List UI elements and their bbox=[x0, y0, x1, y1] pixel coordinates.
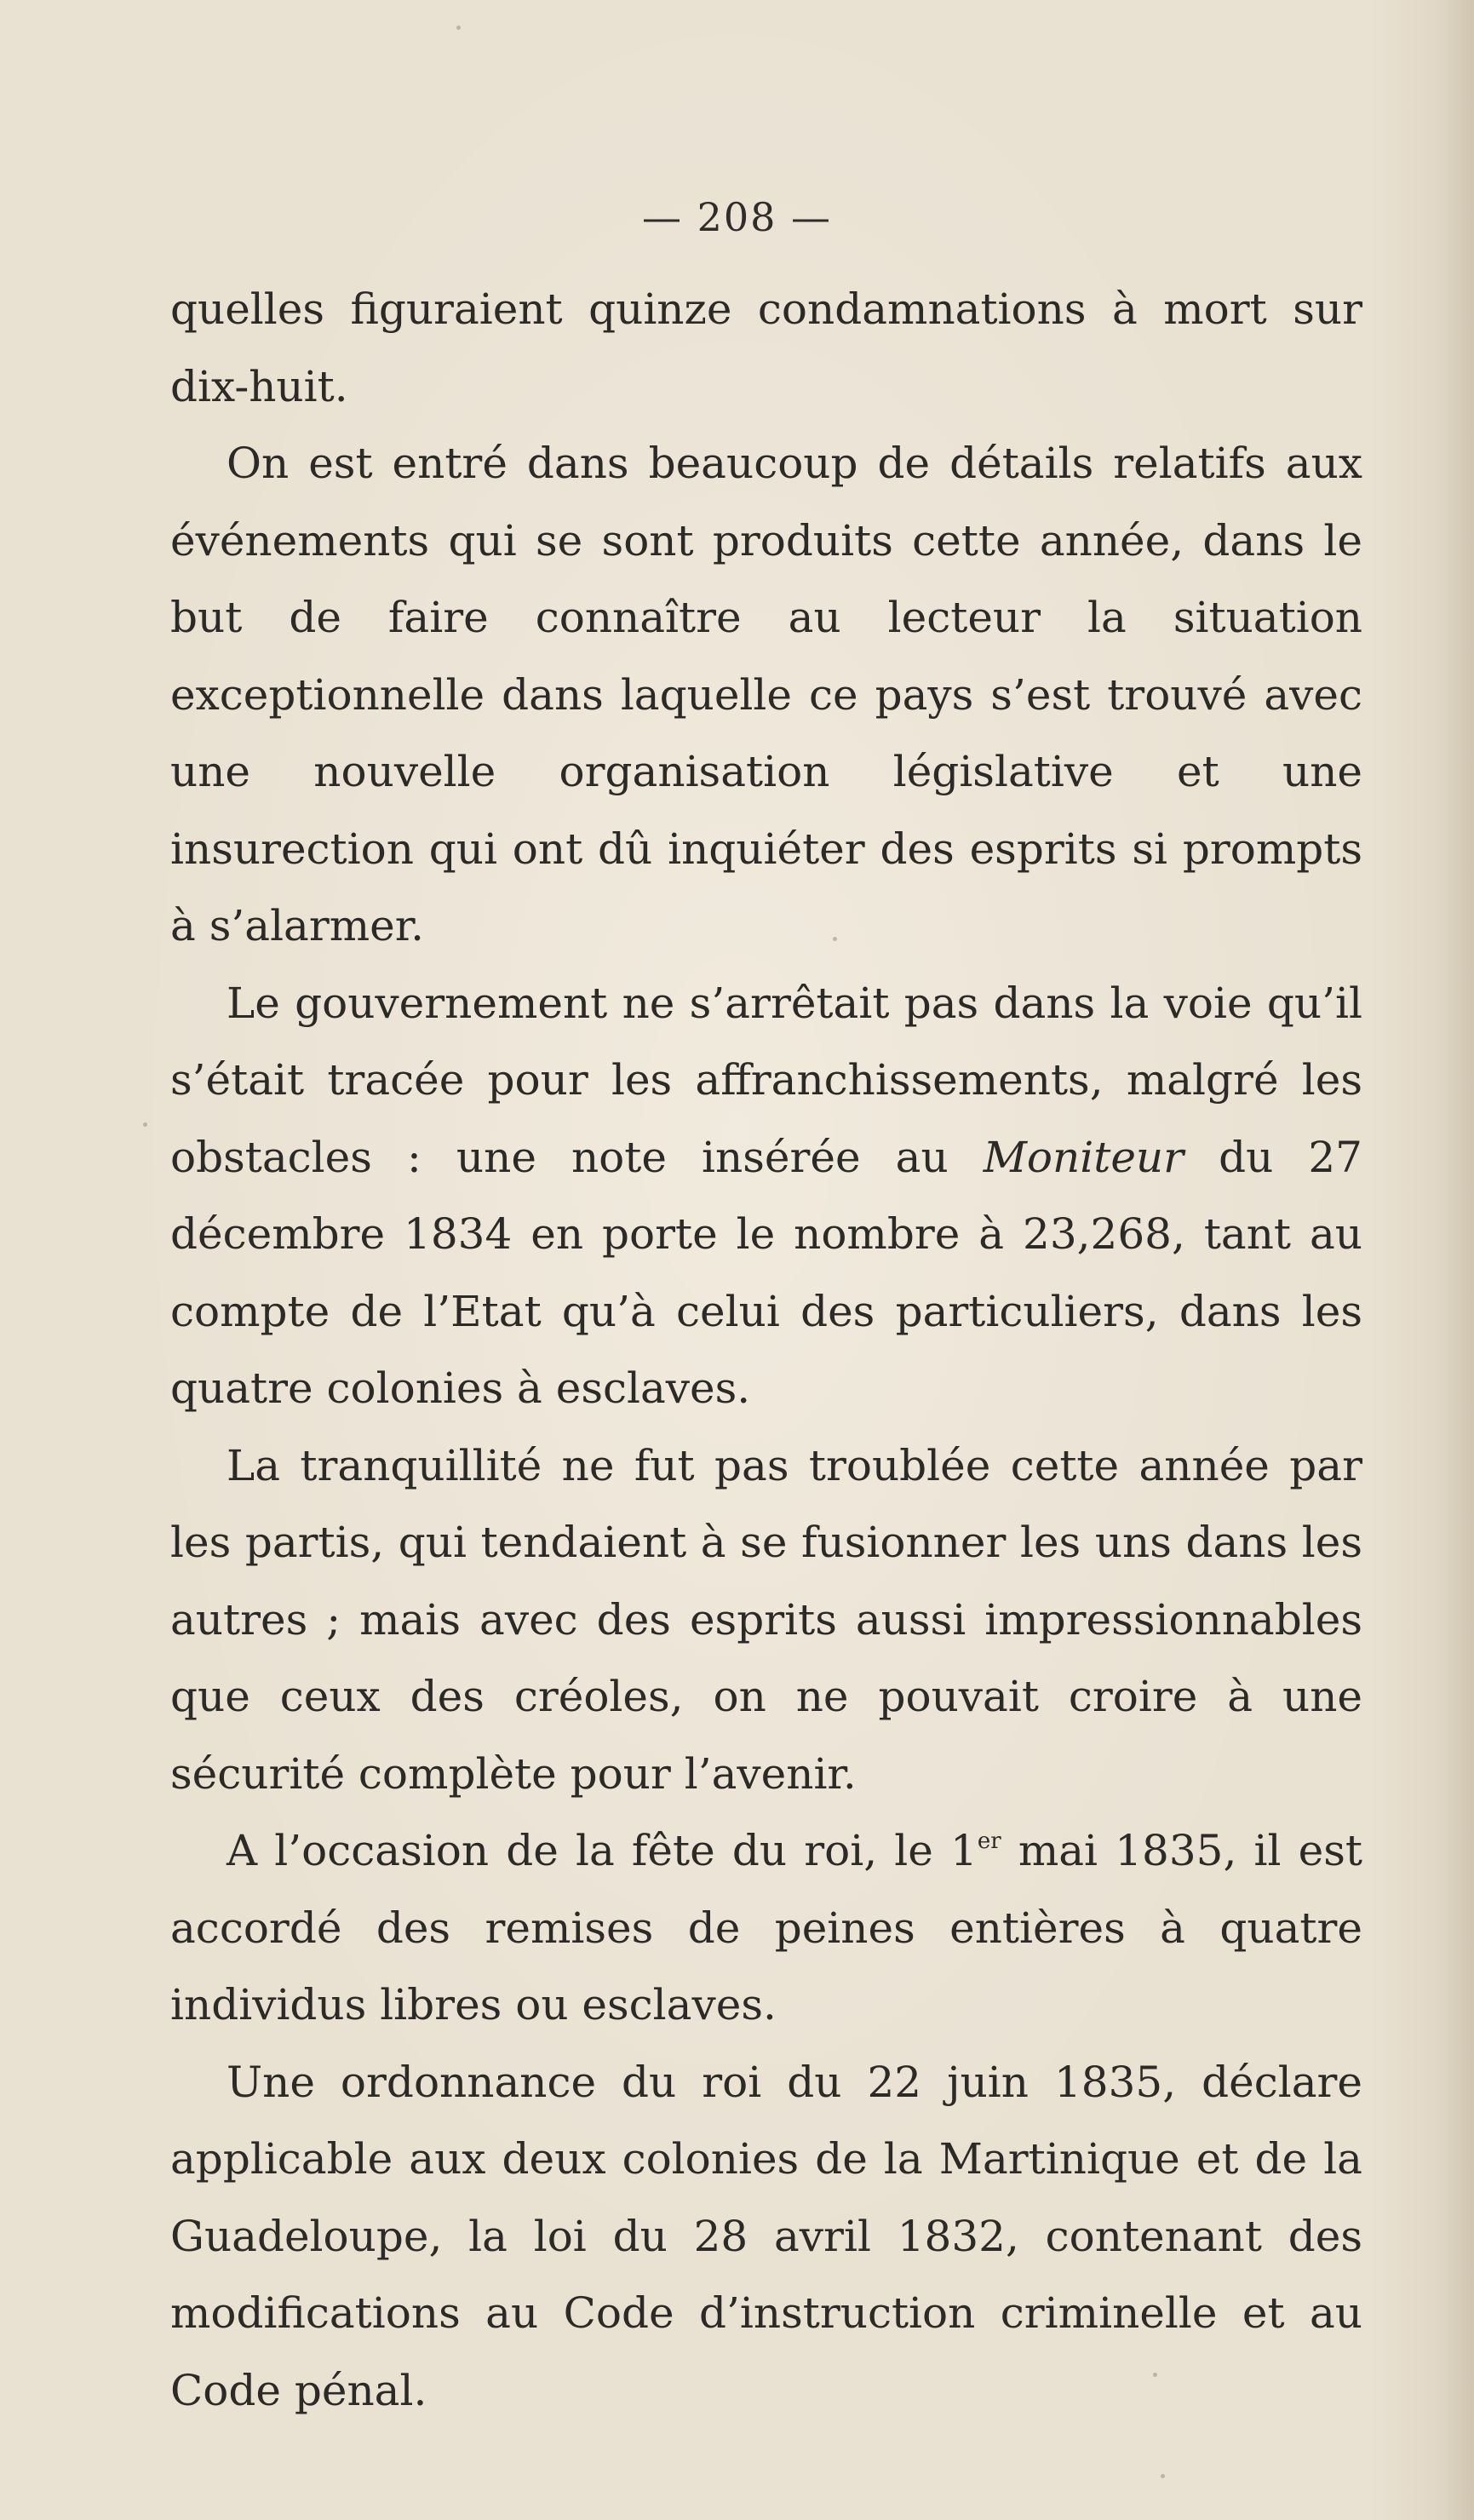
paper-speck bbox=[1153, 2373, 1157, 2377]
paragraph-ordonnance: Une ordonnance du roi du 22 juin 1835, déclare applicable aux deux colonies de la Martinique et de la Guadeloupe, la loi du 28 avril 1832, contenant des modifications au Code d’instruction criminelle et au Code pénal. bbox=[170, 2057, 1362, 2415]
paragraph-affranchissements bbox=[170, 965, 1362, 1427]
paragraph-events: On est entré dans beaucoup de détails relatifs aux événements qui se sont produits cette année, dans le but de faire connaître au lecteur la situation exceptionnelle dans laquelle ce pays s’est trouvé avec une nouvelle organisation législative et une insurection qui ont dû inquiéter des esprits si prompts à s’alarmer. bbox=[170, 439, 1362, 950]
page-number: — 208 — bbox=[641, 194, 833, 240]
paragraph-affranchissements-start: Le gouvernement ne s’arrêtait pas dans la voie qu’il s’était tracée pour les affranchissements, malgré les obstacles : une note insérée au bbox=[170, 978, 1362, 1182]
paragraph-continuation: quelles figuraient quinze condamnations à mort sur dix-huit. bbox=[170, 284, 1362, 411]
paragraph-tranquillite: La tranquillité ne fut pas troublée cette année par les partis, qui tendaient à se fusionner les uns dans les autres ; mais avec des esprits aussi impressionnables que ceux des créoles, on ne pouvait croire à une sécurité complète pour l’avenir. bbox=[170, 1440, 1362, 1799]
paper-speck bbox=[833, 937, 837, 941]
page-edge-shadow bbox=[1440, 0, 1474, 2520]
moniteur-title: Moniteur bbox=[983, 1132, 1184, 1182]
paper-speck bbox=[456, 26, 461, 30]
paper-speck bbox=[1161, 2474, 1165, 2478]
paper-speck bbox=[143, 1122, 147, 1127]
paragraph-fete-du-roi bbox=[170, 1812, 1362, 2044]
paragraph-fete-start: A l’occasion de la fête du roi, le 1 bbox=[227, 1826, 978, 1875]
body-text bbox=[170, 271, 1362, 2429]
paragraph-affranchissements-end: du 27 décembre 1834 en porte le nombre à 23,268, tant au compte de l’Etat qu’à celui des particuliers, dans les quatre colonies à esclaves. bbox=[170, 1132, 1362, 1413]
paragraph-fete-end: mai 1835, il est accordé des remises de peines entières à quatre individus libres ou esclaves. bbox=[170, 1826, 1362, 2029]
ordinal-superscript: er bbox=[977, 1828, 1001, 1854]
